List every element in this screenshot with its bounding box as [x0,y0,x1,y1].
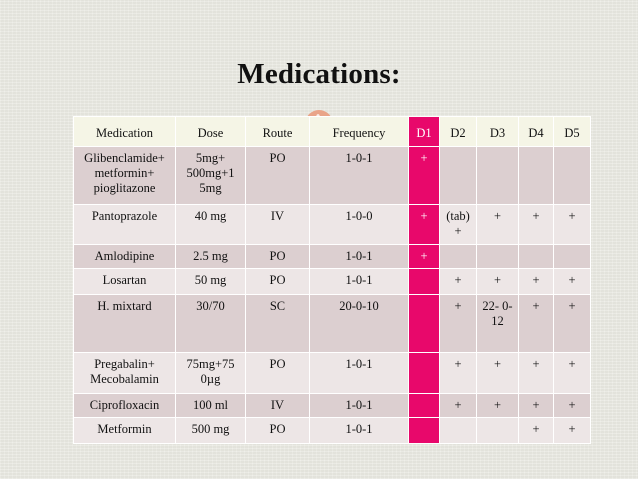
cell-d2 [440,147,477,205]
header-d1: D1 [409,117,440,147]
cell-medication: Pantoprazole [74,205,176,245]
cell-route: IV [246,394,310,418]
table-row [74,353,591,394]
cell-d3: + [477,269,519,295]
header-d2: D2 [440,117,477,147]
cell-d3: 22- 0- 12 [477,295,519,353]
cell-route: PO [246,353,310,394]
cell-dose: 40 mg [176,205,246,245]
cell-dose: 50 mg [176,269,246,295]
cell-dose: 500 mg [176,418,246,444]
cell-frequency: 1-0-1 [310,394,409,418]
cell-d4 [519,245,554,269]
cell-d3 [477,418,519,444]
cell-d1 [409,353,440,394]
cell-route: IV [246,205,310,245]
table-header-row [74,117,591,147]
cell-frequency: 1-0-1 [310,245,409,269]
header-d3: D3 [477,117,519,147]
cell-route: PO [246,418,310,444]
cell-d4: + [519,269,554,295]
cell-d3: + [477,353,519,394]
cell-frequency: 1-0-1 [310,353,409,394]
cell-d5: + [554,353,591,394]
cell-d4: + [519,353,554,394]
cell-frequency: 20-0-10 [310,295,409,353]
header-medication: Medication [74,117,176,147]
cell-d5: + [554,205,591,245]
cell-d5: + [554,394,591,418]
cell-medication: H. mixtard [74,295,176,353]
cell-d1: + [409,205,440,245]
cell-d2: (tab) + [440,205,477,245]
table-row [74,269,591,295]
cell-d5: + [554,269,591,295]
cell-d3 [477,147,519,205]
cell-d2: + [440,269,477,295]
cell-d2: + [440,394,477,418]
table-row [74,205,591,245]
header-frequency: Frequency [310,117,409,147]
cell-d1: + [409,245,440,269]
header-dose: Dose [176,117,246,147]
slide-title: Medications: [237,58,401,90]
cell-d2: + [440,295,477,353]
cell-d1 [409,269,440,295]
table-row [74,394,591,418]
cell-dose: 100 ml [176,394,246,418]
cell-route: SC [246,295,310,353]
cell-dose: 75mg+75 0µg [176,353,246,394]
cell-medication: Pregabalin+ Mecobalamin [74,353,176,394]
cell-medication: Losartan [74,269,176,295]
header-d5: D5 [554,117,591,147]
cell-d1 [409,295,440,353]
header-d4: D4 [519,117,554,147]
cell-d2 [440,245,477,269]
cell-d5: + [554,418,591,444]
table-row [74,418,591,444]
cell-route: PO [246,147,310,205]
header-route: Route [246,117,310,147]
cell-d3 [477,245,519,269]
cell-d4: + [519,394,554,418]
cell-d4 [519,147,554,205]
cell-medication: Amlodipine [74,245,176,269]
cell-d4: + [519,418,554,444]
cell-route: PO [246,245,310,269]
cell-medication: Ciprofloxacin [74,394,176,418]
cell-d3: + [477,205,519,245]
cell-dose: 30/70 [176,295,246,353]
cell-d3: + [477,394,519,418]
cell-dose: 5mg+ 500mg+1 5mg [176,147,246,205]
medications-table [73,116,591,444]
cell-d5 [554,147,591,205]
cell-medication: Glibenclamide+ metformin+ pioglitazone [74,147,176,205]
cell-d4: + [519,295,554,353]
table-row [74,245,591,269]
cell-d5 [554,245,591,269]
cell-d1: + [409,147,440,205]
table-row [74,295,591,353]
cell-route: PO [246,269,310,295]
cell-frequency: 1-0-1 [310,269,409,295]
cell-d5: + [554,295,591,353]
cell-d4: + [519,205,554,245]
cell-d1 [409,394,440,418]
table-row [74,147,591,205]
cell-d2: + [440,353,477,394]
cell-medication: Metformin [74,418,176,444]
cell-frequency: 1-0-0 [310,205,409,245]
cell-dose: 2.5 mg [176,245,246,269]
cell-frequency: 1-0-1 [310,418,409,444]
cell-frequency: 1-0-1 [310,147,409,205]
cell-d1 [409,418,440,444]
cell-d2 [440,418,477,444]
